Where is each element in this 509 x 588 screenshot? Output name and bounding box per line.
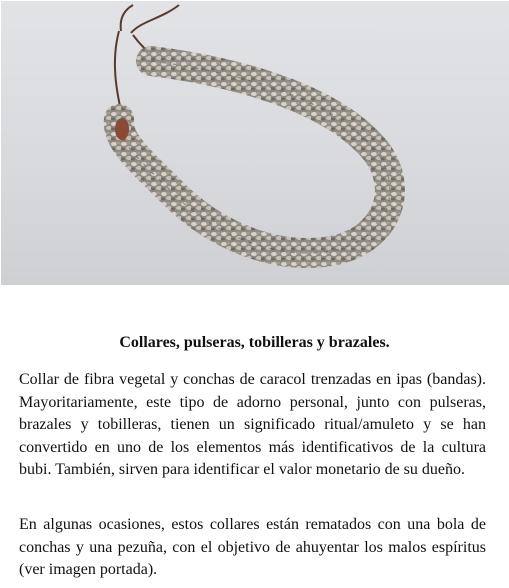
caption-title: Collares, pulseras, tobilleras y brazales. [119, 334, 390, 351]
description-paragraph-2: En algunas ocasiones, estos collares están rematados con una bola de conchas y una pezuña, con el objetivo de ahuyentar los malos espíritus (ver imagen portada). [19, 516, 486, 578]
necklace-illustration [1, 1, 509, 285]
description-paragraph-1: Collar de fibra vegetal y conchas de caracol trenzadas en ipas (bandas). Mayoritariamente, este tipo de adorno personal, junto con pulseras, brazales y tobilleras, tienen un significado ritual/amuleto y se han convertido en uno de los elementos más identificativos de la cultura bubi. También, sirven para identificar el valor monetario de su dueño. [19, 371, 486, 478]
necklace-photo [1, 1, 509, 285]
